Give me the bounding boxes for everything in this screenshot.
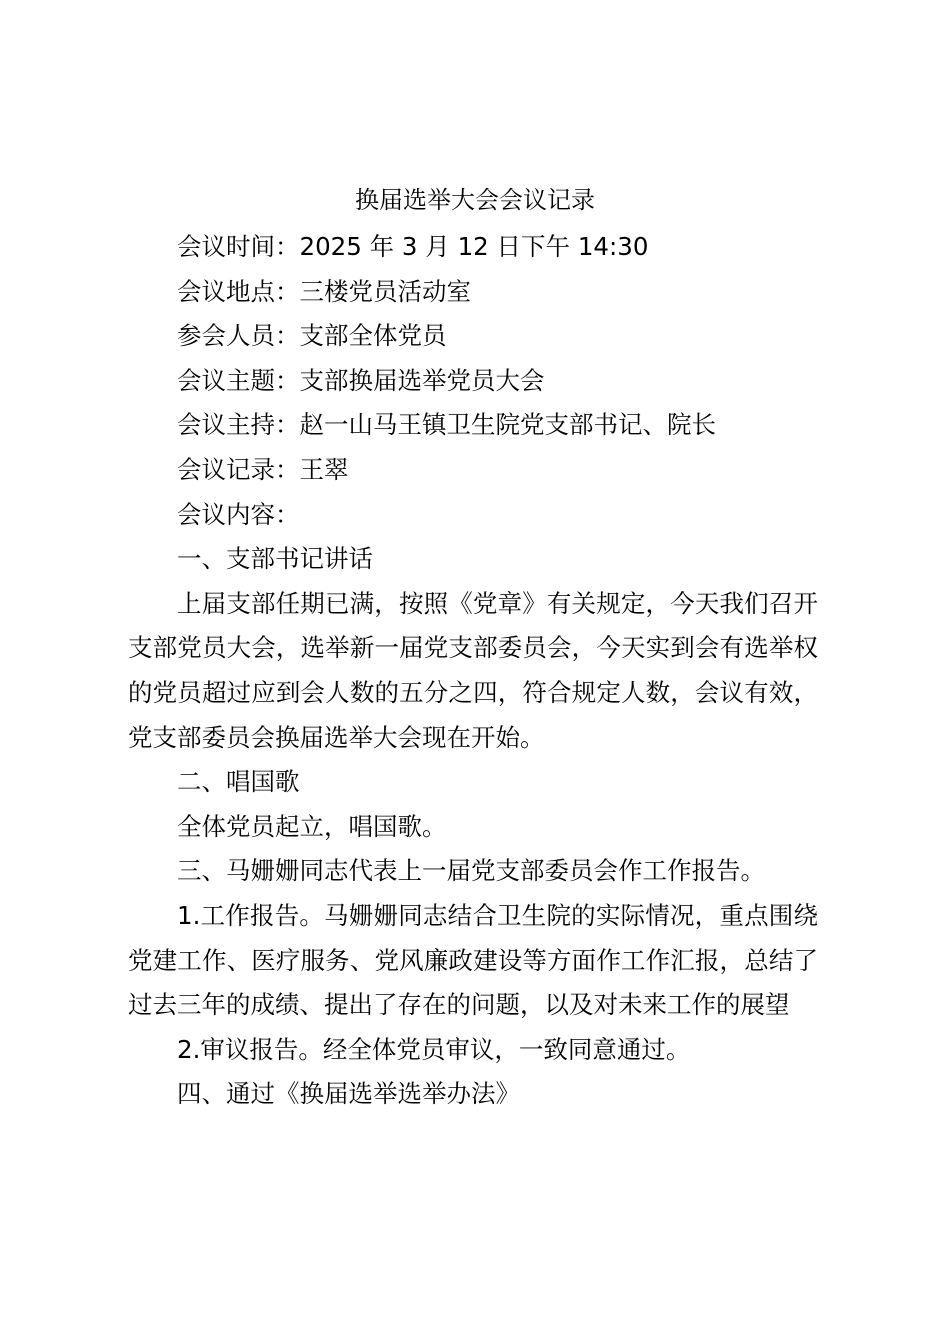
meeting-recorder: 会议记录：王翠	[177, 454, 349, 484]
section-paragraph: 全体党员起立，唱国歌。	[177, 811, 447, 841]
section-heading: 一、支部书记讲话	[177, 544, 373, 574]
meeting-content-label: 会议内容：	[177, 499, 300, 529]
meeting-topic: 会议主题：支部换届选举党员大会	[177, 365, 545, 395]
section-paragraph: 1.工作报告。马姗姗同志结合卫生院的实际情况，重点围绕党建工作、医疗服务、党风廉政建设等方面作工作汇报，总结了过去三年的成绩、提出了存在的问题，以及对未来工作的展望	[128, 900, 818, 1020]
document-body	[128, 225, 818, 1117]
meeting-host: 会议主持：赵一山马王镇卫生院党支部书记、院长	[177, 410, 716, 440]
section-heading: 四、通过《换届选举选举办法》	[177, 1079, 520, 1109]
meeting-time: 会议时间：2025 年 3 月 12 日下午 14:30	[177, 232, 649, 261]
section-heading: 三、马姗姗同志代表上一届党支部委员会作工作报告。	[177, 856, 765, 886]
document-title: 换届选举大会会议记录	[355, 186, 595, 214]
section-paragraph: 上届支部任期已满，按照《党章》有关规定，今天我们召开支部党员大会，选举新一届党支部委员会，今天实到会有选举权的党员超过应到会人数的五分之四，符合规定人数，会议有效，党支部委员会换届选举大会现在开始。	[128, 588, 818, 752]
meeting-location: 会议地点：三楼党员活动室	[177, 276, 471, 306]
section-heading: 二、唱国歌	[177, 767, 300, 797]
section-paragraph: 2.审议报告。经全体党员审议，一致同意通过。	[177, 1034, 691, 1064]
meeting-attendees: 参会人员：支部全体党员	[177, 321, 447, 351]
